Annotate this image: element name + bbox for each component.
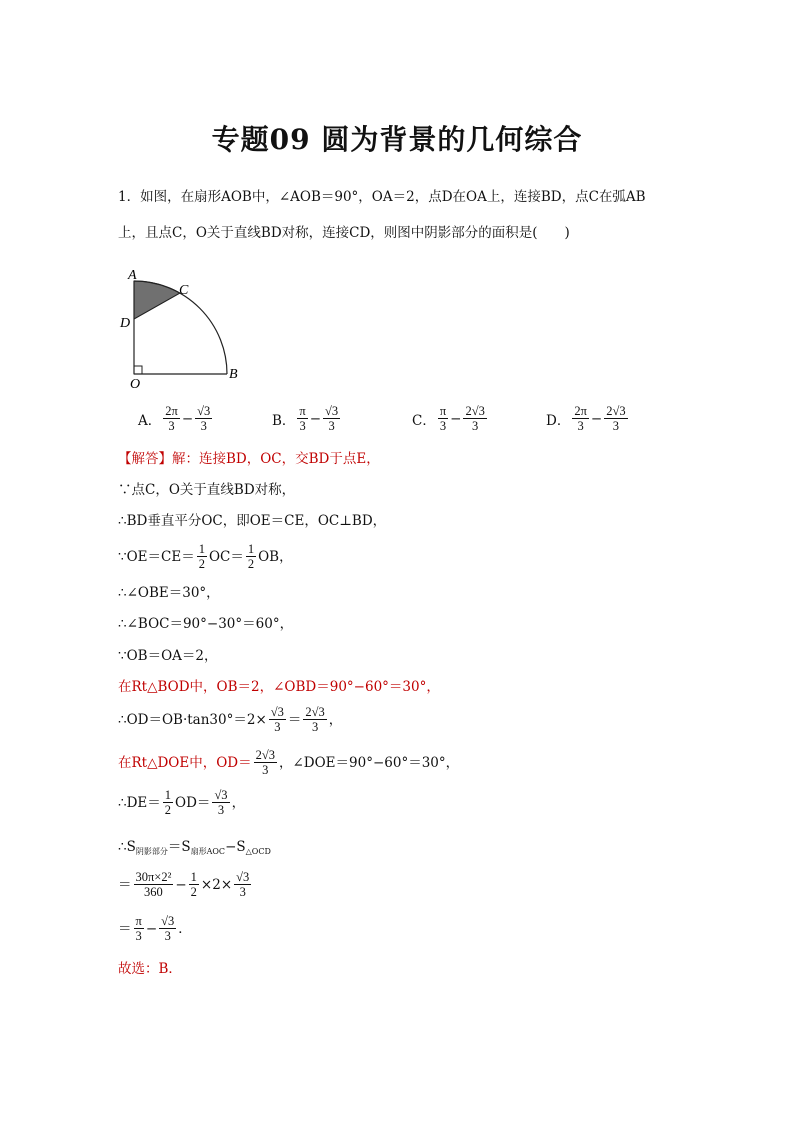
option-c-num1: π [439,404,447,418]
solution-line-14 [118,914,192,943]
solution-line-4 [118,542,293,571]
s12-part-b: ＝S [167,839,191,855]
option-d-num1: 2π [574,404,587,418]
s12-sub-2: 扇形AOC [190,847,226,856]
s13-part-b: − [175,876,187,893]
option-b-den1: 3 [299,419,306,433]
solution-line-5: ∴∠OBE＝30°， [118,585,220,601]
solution-line-3: ∴BD垂直平分OC，即OE＝CE，OC⊥BD， [118,513,387,529]
label-a: A [128,268,137,283]
s10-frac-den: 3 [262,763,269,777]
s14-op: − [145,920,158,937]
option-d-den2: 3 [612,419,620,433]
option-a-den1: 3 [168,419,175,433]
solution-line-6: ∴∠BOC＝90°−30°＝60°， [118,616,294,632]
s9-frac1-num: √3 [270,705,284,719]
solution-line-11 [118,788,245,817]
option-d[interactable] [546,404,630,433]
right-angle-mark [134,366,142,374]
s12-part-a: ∴S [118,839,136,855]
label-d: D [120,316,131,331]
s9-frac2-num: 2√3 [305,705,325,719]
solution-line-7: ∵OB＝OA＝2， [118,648,218,664]
option-a-letter: A． [138,412,162,429]
option-b-letter: B． [272,412,296,429]
s13-frac2-den: 3 [239,885,246,899]
s14-frac1-num: π [135,914,142,928]
solution-line-12 [118,838,271,861]
solution-line-1 [118,450,380,468]
label-o: O [130,377,141,392]
solution-line-9 [118,705,342,734]
solution-line-13 [118,870,253,899]
s13-frac2-num: √3 [236,870,250,884]
s12-sub-1: 阴影部分 [135,847,168,856]
s10-part-a: 在Rt△DOE中，OD＝ [118,754,252,771]
s13-half-num: 1 [190,870,197,884]
s9-part-c: ， [328,711,343,728]
sector-figure [118,262,258,392]
half-den-1: 2 [198,557,205,571]
s11-half-num: 1 [164,788,172,802]
s14-frac2-num: √3 [161,914,175,928]
option-d-letter: D． [546,412,571,429]
s4-part-a: ∵OE＝CE＝ [118,548,195,565]
option-c-den1: 3 [439,419,447,433]
option-b-op: − [309,410,322,427]
s14-frac2-den: 3 [164,929,171,943]
s10-part-b: ，∠DOE＝90°−60°＝30°， [278,754,460,771]
s13-frac-num: 30π×2² [135,870,172,884]
option-b-den2: 3 [328,419,335,433]
option-d-num2: 2√3 [606,404,626,418]
solution-text-1: 解：连接BD，OC，交BD于点E， [172,451,380,467]
option-b-num2: √3 [325,404,339,418]
s14-part-a: ＝ [118,920,132,937]
s11-frac-num: √3 [214,788,228,802]
option-a[interactable] [138,404,214,433]
solution-line-15: 故选：B． [118,961,182,977]
label-b: B [229,367,238,382]
s13-half-den: 2 [190,885,197,899]
option-c-op: − [450,410,462,427]
s9-part-b: ＝ [287,711,302,728]
s4-part-c: OB， [258,548,293,565]
answer-tag: 【解答】 [118,451,172,467]
option-a-op: − [181,410,194,427]
half-num-1: 1 [198,542,205,556]
s14-frac1-den: 3 [135,929,142,943]
option-c-letter: C． [412,412,436,429]
solution-line-2: ∵点C，O关于直线BD对称， [118,482,296,498]
s12-part-c: −S [225,839,246,855]
s10-frac-num: 2√3 [255,748,275,762]
s13-frac-den: 360 [144,885,163,899]
option-d-op: − [590,410,603,427]
shaded-region [134,281,180,319]
half-den-2: 2 [247,557,255,571]
question-line-2: 上，且点C，O关于直线BD对称，连接CD，则图中阴影部分的面积是( ) [118,225,570,241]
s11-part-a: ∴DE＝ [118,794,161,811]
s9-frac2-den: 3 [311,720,319,734]
s9-frac1-den: 3 [274,720,281,734]
s11-part-c: ， [231,794,246,811]
option-c-den2: 3 [472,419,479,433]
s13-part-a: ＝ [118,876,132,893]
option-a-num1: 2π [165,404,178,418]
s13-part-c: ×2× [200,876,233,893]
s12-sub-3: △OCD [245,847,271,856]
solution-line-10 [118,748,459,777]
s11-frac-den: 3 [217,803,225,817]
option-d-den1: 3 [577,419,584,433]
s14-end: ． [178,920,192,937]
option-c[interactable] [412,404,489,433]
option-b[interactable] [272,404,342,433]
s9-part-a: ∴OD＝OB·tan30°＝2× [118,711,267,728]
half-num-2: 1 [247,542,255,556]
s11-half-den: 2 [164,803,172,817]
solution-line-8: 在Rt△BOD中，OB＝2，∠OBD＝90°−60°＝30°， [118,679,440,695]
option-c-num2: 2√3 [465,404,485,418]
label-c: C [179,283,189,298]
option-a-num2: √3 [197,404,211,418]
s11-part-b: OD＝ [175,794,211,811]
option-b-num1: π [299,404,306,418]
option-a-den2: 3 [200,419,207,433]
question-line-1: 1．如图，在扇形AOB中，∠AOB＝90°，OA＝2，点D在OA上，连接BD，点C在弧AB [118,189,646,205]
s4-part-b: OC＝ [208,548,244,565]
page-title: 专题09 圆为背景的几何综合 [211,123,583,156]
